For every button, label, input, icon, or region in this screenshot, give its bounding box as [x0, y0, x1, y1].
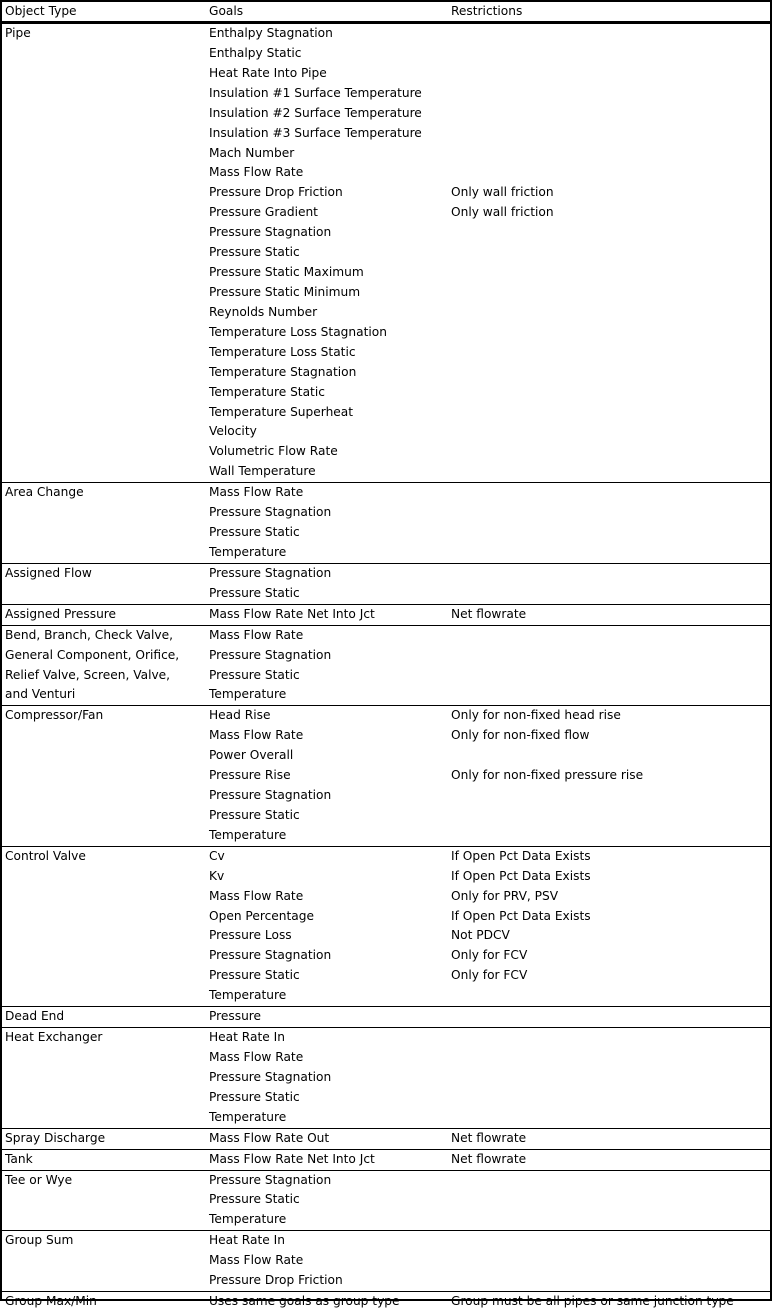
object-type-cell: [2, 946, 206, 966]
restriction-cell: [448, 1088, 770, 1108]
table-row: [2, 1007, 770, 1027]
table-group: [2, 1129, 770, 1150]
object-type-cell: Area Change: [5, 485, 84, 500]
goal-cell: Power Overall: [209, 748, 294, 763]
object-type-cell: [2, 907, 206, 927]
goal-cell: Pressure Stagnation: [209, 505, 332, 520]
object-type-cell: Group Max/Min: [5, 1294, 97, 1309]
object-type-cell: [2, 223, 206, 243]
table-row: [2, 223, 770, 243]
restriction-cell: [448, 503, 770, 523]
restriction-cell: [448, 483, 770, 503]
restriction-cell: Net flowrate: [451, 1130, 527, 1145]
restriction-cell: [448, 223, 770, 243]
object-type-cell: [2, 383, 206, 403]
goal-cell: Temperature Superheat: [209, 404, 354, 419]
table-group: [2, 1007, 770, 1028]
object-type-cell: [2, 363, 206, 383]
table-row: [2, 203, 770, 223]
restriction-cell: [448, 163, 770, 183]
table-row: [2, 1150, 770, 1170]
table-group: [2, 1028, 770, 1129]
table-row: [2, 183, 770, 203]
object-type-cell: [2, 303, 206, 323]
table-row: [2, 986, 770, 1006]
object-type-cell: [2, 966, 206, 986]
object-type-cell: Compressor/Fan: [5, 708, 104, 723]
goal-cell: Pressure Rise: [209, 768, 291, 783]
object-type-cell: Tee or Wye: [5, 1172, 73, 1187]
header-object-type: Object Type: [5, 4, 77, 18]
restriction-cell: [448, 442, 770, 462]
table-row: [2, 826, 770, 846]
object-type-cell: [2, 203, 206, 223]
goal-cell: Temperature: [209, 1212, 287, 1227]
goal-cell: Volumetric Flow Rate: [209, 444, 338, 459]
table-group: [2, 605, 770, 626]
table-row: [2, 442, 770, 462]
goal-cell: Temperature: [209, 1109, 287, 1124]
goal-cell: Mach Number: [209, 145, 295, 160]
goal-cell: Mass Flow Rate: [209, 1050, 304, 1065]
table-row: [2, 887, 770, 907]
goal-cell: Temperature: [209, 988, 287, 1003]
object-type-cell: [2, 263, 206, 283]
object-type-cell: [2, 726, 206, 746]
restriction-cell: Only for non-fixed head rise: [451, 708, 621, 723]
goal-cell: Kv: [209, 868, 225, 883]
goal-cell: Pressure Drop Friction: [209, 1273, 343, 1288]
restriction-cell: [448, 826, 770, 846]
object-type-cell: [2, 584, 206, 604]
table-row: [2, 343, 770, 363]
goal-cell: Pressure Stagnation: [209, 647, 332, 662]
goal-cell: Mass Flow Rate Net Into Jct: [209, 606, 375, 621]
object-type-cell: [2, 503, 206, 523]
object-type-cell: [2, 926, 206, 946]
object-type-cell: [2, 163, 206, 183]
table-row: [2, 84, 770, 104]
restriction-cell: [448, 263, 770, 283]
goal-cell: Cv: [209, 848, 225, 863]
goal-cell: Heat Rate Into Pipe: [209, 65, 327, 80]
restriction-cell: If Open Pct Data Exists: [451, 868, 591, 883]
goal-cell: Pressure Static: [209, 968, 300, 983]
restriction-cell: [448, 422, 770, 442]
table-row: [2, 926, 770, 946]
object-type-cell: Bend, Branch, Check Valve,: [5, 627, 173, 642]
object-type-cell: [2, 243, 206, 263]
restriction-cell: [448, 1251, 770, 1271]
restriction-cell: [448, 626, 770, 646]
table-group: [2, 1150, 770, 1171]
object-type-cell: [2, 746, 206, 766]
restriction-cell: Group must be all pipes or same junction type: [451, 1294, 734, 1309]
object-type-cell: [2, 343, 206, 363]
table-row: [2, 907, 770, 927]
table-row: [2, 1210, 770, 1230]
table-row: [2, 646, 770, 666]
goal-cell: Mass Flow Rate Net Into Jct: [209, 1151, 375, 1166]
object-type-cell: [2, 64, 206, 84]
goal-cell: Mass Flow Rate: [209, 888, 304, 903]
object-type-cell: [2, 1190, 206, 1210]
table-row: [2, 323, 770, 343]
header-restrictions: Restrictions: [451, 4, 523, 18]
goal-cell: Temperature: [209, 687, 287, 702]
table-row: [2, 1271, 770, 1291]
restriction-cell: [448, 323, 770, 343]
object-type-cell: [2, 403, 206, 423]
table-group: [2, 626, 770, 707]
table-row: [2, 483, 770, 503]
table-row: [2, 44, 770, 64]
table-row: [2, 383, 770, 403]
object-type-cell: [2, 887, 206, 907]
object-type-cell: General Component, Orifice,: [5, 647, 180, 662]
goal-cell: Temperature Stagnation: [209, 364, 357, 379]
table-group: [2, 24, 770, 483]
table-row: [2, 543, 770, 563]
restriction-cell: [448, 24, 770, 44]
table-row: [2, 1231, 770, 1251]
goal-cell: Pressure Static: [209, 1192, 300, 1207]
table-group: [2, 1171, 770, 1232]
table-row: [2, 786, 770, 806]
table-row: [2, 523, 770, 543]
goal-cell: Temperature: [209, 827, 287, 842]
object-type-cell: Spray Discharge: [5, 1130, 106, 1145]
restriction-cell: [448, 1190, 770, 1210]
restriction-cell: [448, 1210, 770, 1230]
goal-cell: Pressure Stagnation: [209, 565, 332, 580]
restriction-cell: [448, 44, 770, 64]
object-type-cell: [2, 442, 206, 462]
object-type-cell: [2, 422, 206, 442]
table-row: [2, 124, 770, 144]
restriction-cell: [448, 243, 770, 263]
object-type-cell: [2, 1048, 206, 1068]
table-row: [2, 104, 770, 124]
restriction-cell: Only for FCV: [451, 968, 528, 983]
restriction-cell: [448, 403, 770, 423]
goal-cell: Insulation #2 Surface Temperature: [209, 105, 422, 120]
goal-cell: Pressure Static: [209, 525, 300, 540]
table-row: [2, 1088, 770, 1108]
table-group: [2, 1292, 770, 1312]
table-row: [2, 283, 770, 303]
table-row: [2, 605, 770, 625]
table-row: [2, 847, 770, 867]
restriction-cell: [448, 303, 770, 323]
table-row: [2, 1251, 770, 1271]
restriction-cell: Only for PRV, PSV: [451, 888, 559, 903]
restriction-cell: [448, 523, 770, 543]
restriction-cell: Only wall friction: [451, 205, 554, 220]
restriction-cell: [448, 84, 770, 104]
goal-cell: Pressure Stagnation: [209, 1172, 332, 1187]
restriction-cell: [448, 564, 770, 584]
table-body: [2, 24, 770, 1312]
goal-cell: Temperature Loss Stagnation: [209, 324, 387, 339]
table-group: [2, 706, 770, 846]
restriction-cell: [448, 1007, 770, 1027]
object-type-cell: [2, 144, 206, 164]
object-type-cell: Heat Exchanger: [5, 1030, 103, 1045]
goal-cell: Pressure Static Maximum: [209, 265, 364, 280]
table-row: [2, 706, 770, 726]
table-row: [2, 422, 770, 442]
table-row: [2, 867, 770, 887]
restriction-cell: [448, 806, 770, 826]
goal-cell: Head Rise: [209, 708, 271, 723]
restriction-cell: Only for non-fixed pressure rise: [451, 768, 644, 783]
goal-cell: Temperature Loss Static: [209, 344, 356, 359]
goal-cell: Mass Flow Rate: [209, 485, 304, 500]
object-type-cell: [2, 283, 206, 303]
goal-cell: Pressure Static Minimum: [209, 284, 361, 299]
object-type-cell: and Venturi: [5, 687, 76, 702]
object-type-cell: [2, 1068, 206, 1088]
table-row: [2, 503, 770, 523]
restriction-cell: [448, 543, 770, 563]
object-type-cell: [2, 986, 206, 1006]
goal-cell: Pressure Static: [209, 667, 300, 682]
table-row: [2, 144, 770, 164]
table-row: [2, 1048, 770, 1068]
object-type-cell: [2, 183, 206, 203]
object-type-cell: [2, 806, 206, 826]
object-type-cell: [2, 1088, 206, 1108]
object-type-cell: [2, 1210, 206, 1230]
restriction-cell: [448, 786, 770, 806]
restriction-cell: [448, 685, 770, 705]
object-type-cell: Dead End: [5, 1009, 65, 1024]
goal-cell: Pressure: [209, 1009, 262, 1024]
table-row: [2, 263, 770, 283]
restriction-cell: [448, 1171, 770, 1191]
table-row: [2, 626, 770, 646]
object-type-cell: [2, 124, 206, 144]
goal-cell: Reynolds Number: [209, 304, 318, 319]
goal-cell: Insulation #3 Surface Temperature: [209, 125, 422, 140]
goal-cell: Pressure Loss: [209, 928, 292, 943]
restriction-cell: Only wall friction: [451, 185, 554, 200]
object-type-cell: [2, 1251, 206, 1271]
object-type-cell: [2, 523, 206, 543]
goal-cell: Pressure Drop Friction: [209, 185, 343, 200]
table-row: [2, 243, 770, 263]
table-header: [2, 2, 770, 24]
restriction-cell: [448, 1068, 770, 1088]
goal-cell: Temperature Static: [209, 384, 325, 399]
goal-cell: Mass Flow Rate: [209, 627, 304, 642]
restriction-cell: [448, 1028, 770, 1048]
restriction-cell: [448, 124, 770, 144]
goal-cell: Pressure Static: [209, 807, 300, 822]
object-type-cell: [2, 323, 206, 343]
restriction-cell: If Open Pct Data Exists: [451, 908, 591, 923]
table-row: [2, 746, 770, 766]
table-row: [2, 462, 770, 482]
table-row: [2, 303, 770, 323]
goal-cell: Open Percentage: [209, 908, 314, 923]
table-row: [2, 666, 770, 686]
table-group: [2, 483, 770, 564]
object-type-cell: [2, 104, 206, 124]
goal-cell: Pressure Stagnation: [209, 788, 332, 803]
restriction-cell: [448, 1271, 770, 1291]
restriction-cell: Net flowrate: [451, 606, 527, 621]
goal-cell: Heat Rate In: [209, 1030, 285, 1045]
goal-cell: Mass Flow Rate Out: [209, 1130, 330, 1145]
goal-cell: Insulation #1 Surface Temperature: [209, 85, 422, 100]
restriction-cell: [448, 363, 770, 383]
object-type-cell: Relief Valve, Screen, Valve,: [5, 667, 171, 682]
goal-cell: Heat Rate In: [209, 1233, 285, 1248]
table-row: [2, 564, 770, 584]
object-type-cell: [2, 44, 206, 64]
table-row: [2, 24, 770, 44]
table-row: [2, 806, 770, 826]
restriction-cell: [448, 986, 770, 1006]
restriction-cell: [448, 666, 770, 686]
table-row: [2, 1068, 770, 1088]
object-type-cell: [2, 867, 206, 887]
table-group: [2, 847, 770, 1007]
goal-cell: Pressure Static: [209, 245, 300, 260]
restriction-cell: Only for non-fixed flow: [451, 728, 590, 743]
restriction-cell: If Open Pct Data Exists: [451, 848, 591, 863]
restriction-cell: Only for FCV: [451, 948, 528, 963]
table-row: [2, 726, 770, 746]
object-type-cell: Pipe: [5, 26, 31, 40]
object-type-cell: [2, 84, 206, 104]
table-row: [2, 584, 770, 604]
object-type-cell: Assigned Flow: [5, 565, 92, 580]
object-type-cell: Assigned Pressure: [5, 606, 117, 621]
table-row: [2, 163, 770, 183]
goal-cell: Wall Temperature: [209, 464, 316, 479]
restriction-cell: Net flowrate: [451, 1151, 527, 1166]
table-row: [2, 363, 770, 383]
object-type-cell: [2, 462, 206, 482]
restriction-cell: [448, 343, 770, 363]
table-row: [2, 1108, 770, 1128]
object-type-cell: [2, 1108, 206, 1128]
table-row: [2, 1028, 770, 1048]
table-row: [2, 966, 770, 986]
table-row: [2, 1292, 770, 1312]
object-type-cell: [2, 766, 206, 786]
goal-cell: Pressure Static: [209, 585, 300, 600]
restriction-cell: [448, 462, 770, 482]
goal-cell: Temperature: [209, 544, 287, 559]
object-type-cell: Tank: [5, 1151, 33, 1166]
object-type-cell: Control Valve: [5, 848, 86, 863]
table-group: [2, 564, 770, 605]
restriction-cell: Not PDCV: [451, 928, 510, 943]
header-goals: Goals: [209, 4, 244, 18]
object-type-cell: [2, 543, 206, 563]
restriction-cell: [448, 383, 770, 403]
goal-cell: Mass Flow Rate: [209, 165, 304, 180]
restriction-cell: [448, 64, 770, 84]
table-row: [2, 685, 770, 705]
goal-cell: Pressure Stagnation: [209, 225, 332, 240]
restriction-cell: [448, 144, 770, 164]
goal-cell: Enthalpy Stagnation: [209, 26, 333, 40]
object-type-cell: [2, 1271, 206, 1291]
table-group: [2, 1231, 770, 1292]
table-row: [2, 1171, 770, 1191]
restriction-cell: [448, 1231, 770, 1251]
goal-cell: Uses same goals as group type: [209, 1294, 400, 1309]
table-row: [2, 946, 770, 966]
goal-cell: Pressure Gradient: [209, 205, 318, 220]
goal-cell: Enthalpy Static: [209, 45, 302, 60]
restriction-cell: [448, 746, 770, 766]
table-row: [2, 1129, 770, 1149]
goal-cell: Mass Flow Rate: [209, 728, 304, 743]
restriction-cell: [448, 646, 770, 666]
object-type-cell: Group Sum: [5, 1233, 74, 1248]
restriction-cell: [448, 104, 770, 124]
object-type-cell: [2, 826, 206, 846]
restriction-cell: [448, 584, 770, 604]
table-row: [2, 403, 770, 423]
restriction-cell: [448, 1108, 770, 1128]
goal-cell: Pressure Stagnation: [209, 948, 332, 963]
table-row: [2, 1190, 770, 1210]
restriction-cell: [448, 283, 770, 303]
table-row: [2, 64, 770, 84]
restriction-cell: [448, 1048, 770, 1068]
object-type-cell: [2, 786, 206, 806]
goal-cell: Velocity: [209, 424, 257, 439]
goal-cell: Pressure Static: [209, 1089, 300, 1104]
table-row: [2, 766, 770, 786]
goal-cell: Pressure Stagnation: [209, 1069, 332, 1084]
goal-cell: Mass Flow Rate: [209, 1253, 304, 1268]
